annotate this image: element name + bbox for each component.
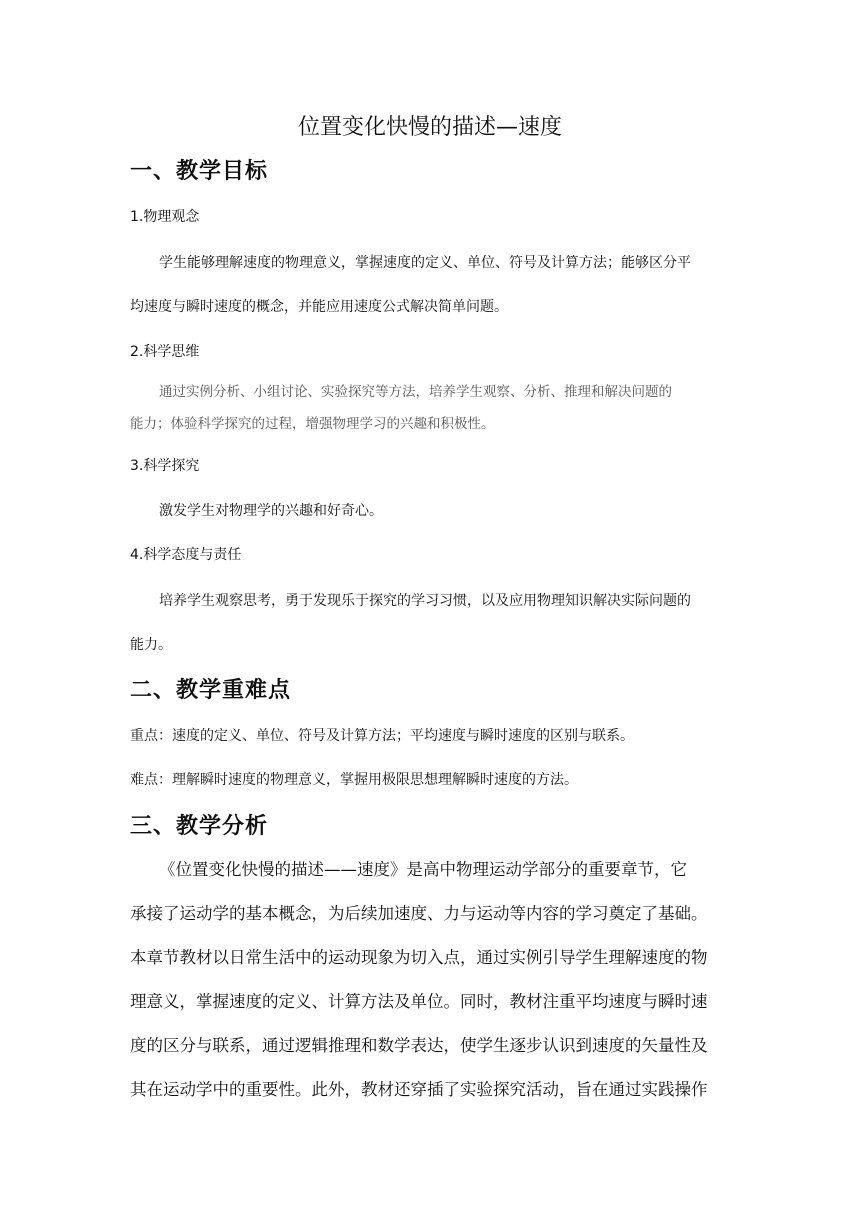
section-heading-teaching-analysis: 三、教学分析 xyxy=(130,814,269,839)
paragraph-physics-concept xyxy=(130,252,730,318)
paragraph-line: 本章节教材以日常生活中的运动现象为切入点，通过实例引导学生理解速度的物 xyxy=(130,948,708,967)
subheading-scientific-thinking: 2.科学思维 xyxy=(130,344,200,360)
difficult-point-text: 难点：理解瞬时速度的物理意义，掌握用极限思想理解瞬时速度的方法。 xyxy=(130,772,578,788)
section-heading-teaching-objectives: 一、教学目标 xyxy=(130,159,269,184)
paragraph-line: 度的区分与联系，通过逻辑推理和数学表达，使学生逐步认识到速度的矢量性及 xyxy=(130,1036,708,1055)
paragraph-line: 能力。 xyxy=(130,637,172,653)
subheading-physics-concept: 1.物理观念 xyxy=(130,209,200,225)
document-title: 位置变化快慢的描述—速度 xyxy=(297,115,562,140)
subheading-scientific-inquiry: 3.科学探究 xyxy=(130,458,200,474)
paragraph-line: 激发学生对物理学的兴趣和好奇心。 xyxy=(159,503,383,519)
paragraph-scientific-inquiry xyxy=(130,500,730,522)
paragraph-attitude-responsibility xyxy=(130,590,730,656)
paragraph-scientific-thinking xyxy=(130,381,730,435)
paragraph-line: 培养学生观察思考，勇于发现乐于探究的学习习惯，以及应用物理知识解决实际问题的 xyxy=(159,593,691,609)
paragraph-line: 其在运动学中的重要性。此外，教材还穿插了实验探究活动，旨在通过实践操作 xyxy=(130,1080,708,1099)
subheading-attitude-responsibility: 4.科学态度与责任 xyxy=(130,547,242,563)
paragraph-line: 《位置变化快慢的描述——速度》是高中物理运动学部分的重要章节，它 xyxy=(159,860,687,879)
paragraph-teaching-analysis xyxy=(130,857,730,1103)
paragraph-line: 承接了运动学的基本概念，为后续加速度、力与运动等内容的学习奠定了基础。 xyxy=(130,904,708,923)
paragraph-line: 均速度与瞬时速度的概念，并能应用速度公式解决简单问题。 xyxy=(130,299,508,315)
paragraph-line: 理意义，掌握速度的定义、计算方法及单位。同时，教材注重平均速度与瞬时速 xyxy=(130,992,708,1011)
section-heading-key-difficult-points: 二、教学重难点 xyxy=(130,678,292,703)
paragraph-line: 通过实例分析、小组讨论、实验探究等方法，培养学生观察、分析、推理和解决问题的 xyxy=(159,384,672,400)
paragraph-line: 能力；体验科学探究的过程，增强物理学习的兴趣和积极性。 xyxy=(130,416,495,432)
key-point-text: 重点：速度的定义、单位、符号及计算方法；平均速度与瞬时速度的区别与联系。 xyxy=(130,728,634,744)
paragraph-line: 学生能够理解速度的物理意义，掌握速度的定义、单位、符号及计算方法；能够区分平 xyxy=(159,255,691,271)
